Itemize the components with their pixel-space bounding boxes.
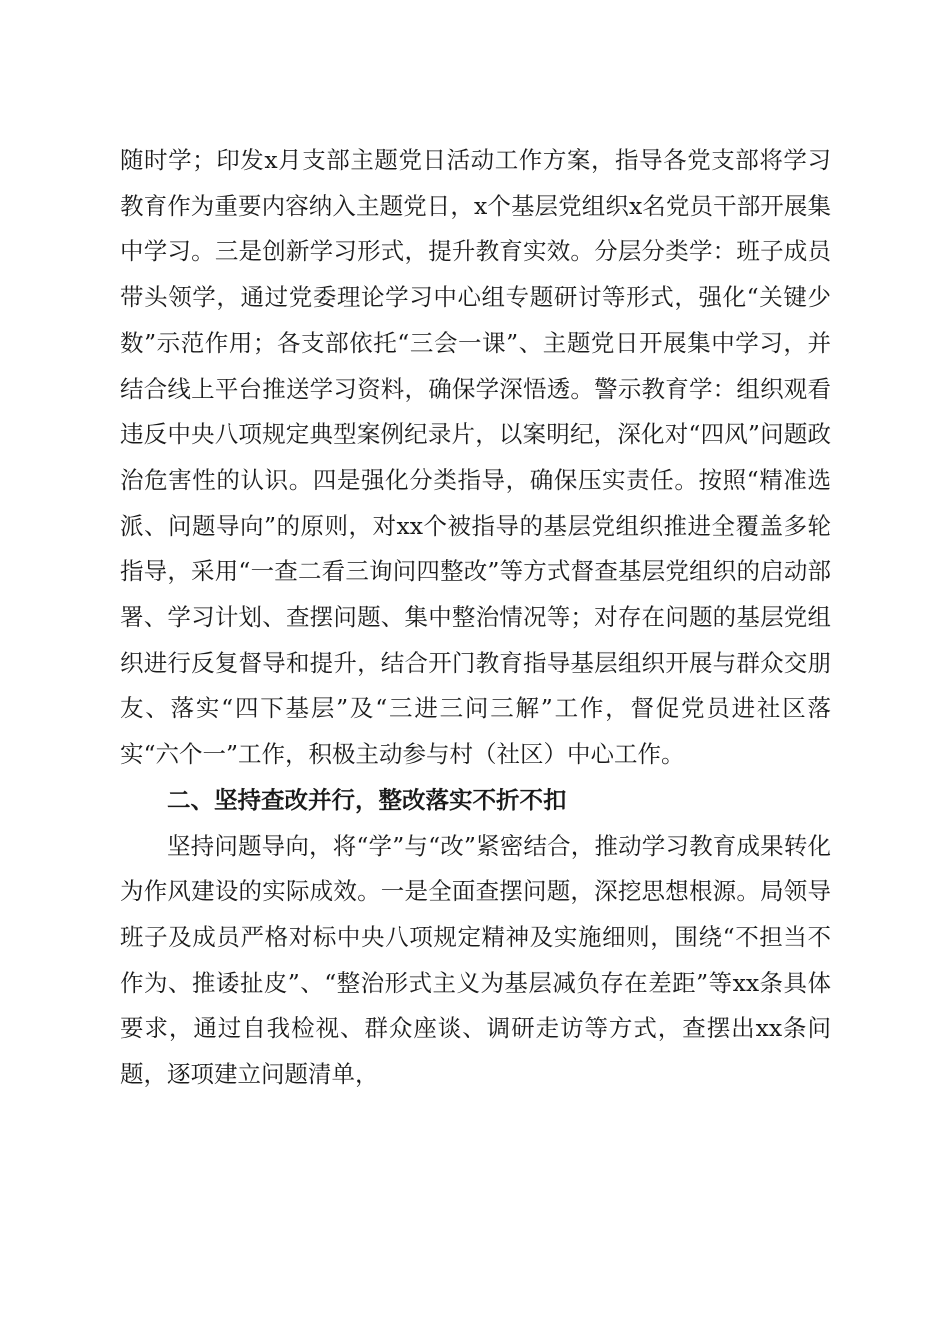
body-paragraph-section-two: 坚持问题导向，将“学”与“改”紧密结合，推动学习教育成果转化为作风建设的实际成效。一是全面查摆问题，深挖思想根源。局领导班子及成员严格对标中央八项规定精神及实施细则，围绕“不担当不作为、推诿扯皮”、“整治形式主义为基层减负存在差距”等xx条具体要求，通过自我检视、群众座谈、调研走访等方式，查摆出xx条问题，逐项建立问题清单， (120, 831, 831, 1089)
section-heading: 二、坚持查改并行，整改落实不折不扣 (167, 785, 567, 814)
body-paragraph-continued: 随时学；印发x月支部主题党日活动工作方案，指导各党支部将学习教育作为重要内容纳入主题党日，x个基层党组织x名党员干部开展集中学习。三是创新学习形式，提升教育实效。分层分类学：班子成员带头领学，通过党委理论学习中心组专题研讨等形式，强化“关键少数”示范作用；各支部依托“三会一课”、主题党日开展集中学习，并结合线上平台推送学习资料，确保学深悟透。警示教育学：组织观看违反中央八项规定典型案例纪录片，以案明纪，深化对“四风”问题政治危害性的认识。四是强化分类指导，确保压实责任。按照“精准选派、问题导向”的原则，对xx个被指导的基层党组织推进全覆盖多轮指导，采用“一查二看三询问四整改”等方式督查基层党组织的启动部署、学习计划、查摆问题、集中整治情况等；对存在问题的基层党组织进行反复督导和提升，结合开门教育指导基层组织开展与群众交朋友、落实“四下基层”及“三进三问三解”工作，督促党员进社区落实“六个一”工作，积极主动参与村（社区）中心工作。 (120, 146, 831, 769)
document-page (120, 138, 831, 1098)
